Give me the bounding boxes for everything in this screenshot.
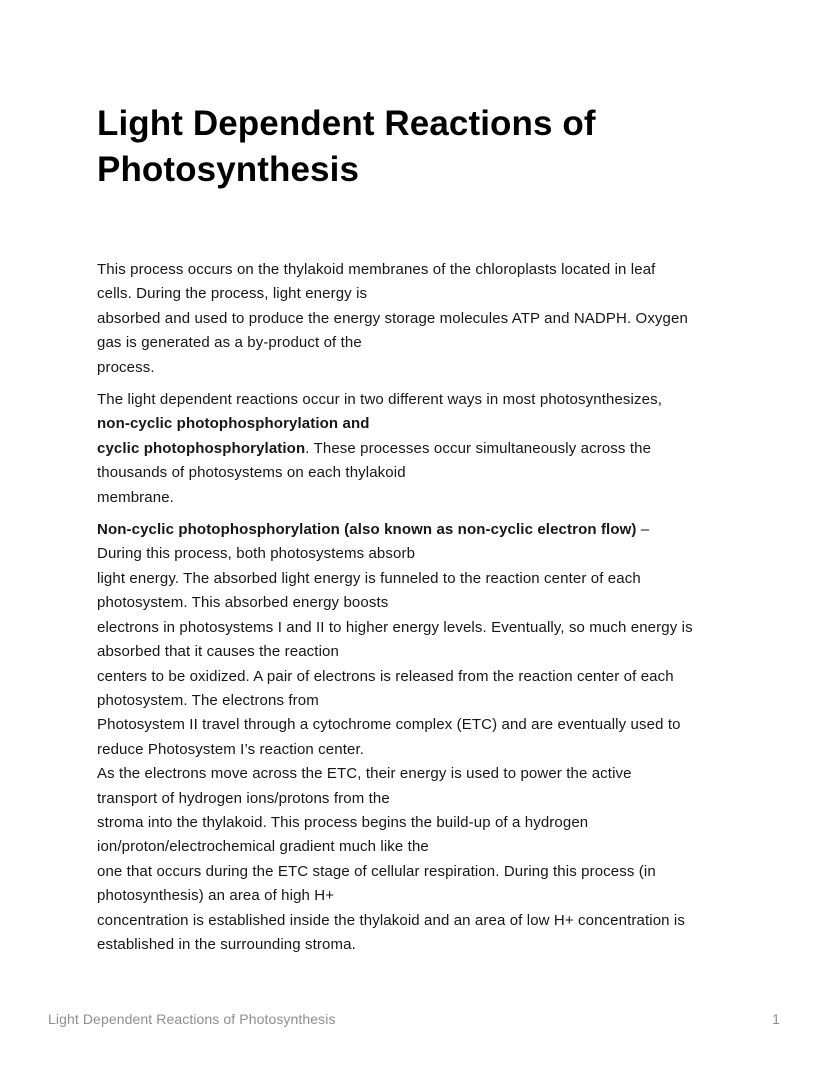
text-line: [97, 412, 777, 436]
text-segment: –: [636, 521, 650, 539]
text-segment: electrons in photosystems I and II to higher energy levels. Eventually, so much energy is: [97, 618, 693, 636]
text-line: [97, 461, 777, 485]
text-line: [97, 738, 777, 762]
text-segment: cells. During the process, light energy is: [97, 285, 368, 303]
text-line: [97, 591, 777, 615]
text-line: [97, 388, 777, 412]
text-line: [97, 307, 777, 331]
document-body: [97, 258, 777, 965]
bold-text-segment: Non-cyclic photophosphorylation (also known as non-cyclic electron flow): [97, 521, 637, 539]
paragraph: [97, 518, 777, 957]
text-segment: photosystem. The electrons from: [97, 691, 319, 709]
document-title-line: Photosynthesis: [97, 150, 360, 189]
text-segment: Photosystem II travel through a cytochrome complex (ETC) and are eventually used to: [97, 716, 681, 734]
text-segment: thousands of photosystems on each thylakoid: [97, 464, 406, 482]
page-footer: [48, 1011, 780, 1028]
text-segment: photosynthesis) an area of high H+: [97, 887, 335, 905]
text-segment: This process occurs on the thylakoid membranes of the chloroplasts located in leaf: [97, 261, 656, 278]
text-segment: The light dependent reactions occur in two different ways in most photosynthesizes,: [97, 391, 662, 409]
text-line: [97, 542, 777, 566]
text-segment: As the electrons move across the ETC, their energy is used to power the active: [97, 765, 632, 783]
bold-text-segment: cyclic photophosphorylation: [97, 439, 306, 457]
text-line: [97, 933, 777, 957]
text-line: [97, 331, 777, 355]
text-segment: stroma into the thylakoid. This process begins the build-up of a hydrogen: [97, 813, 589, 831]
text-segment: . These processes occur simultaneously across the: [305, 439, 652, 457]
text-segment: one that occurs during the ETC stage of cellular respiration. During this process (in: [97, 862, 656, 880]
text-segment: ion/proton/electrochemical gradient much like the: [97, 838, 429, 856]
text-segment: established in the surrounding stroma.: [97, 935, 356, 953]
text-line: [97, 665, 777, 689]
text-line: [97, 860, 777, 884]
text-segment: concentration is established inside the thylakoid and an area of low H+ concentration is: [97, 911, 685, 929]
text-segment: During this process, both photosystems absorb: [97, 545, 416, 563]
text-line: [97, 567, 777, 591]
document-title-line: Light Dependent Reactions of: [97, 104, 596, 143]
bold-text-segment: non-cyclic photophosphorylation and: [97, 415, 370, 433]
text-segment: absorbed and used to produce the energy storage molecules ATP and NADPH. Oxygen: [97, 309, 688, 327]
text-segment: reduce Photosystem I’s reaction center.: [97, 740, 365, 758]
text-line: [97, 713, 777, 737]
footer-doc-title: Light Dependent Reactions of Photosynthesis: [48, 1011, 336, 1027]
footer-page-number: 1: [772, 1011, 780, 1027]
text-line: [97, 437, 777, 461]
text-line: [97, 884, 777, 908]
text-line: [97, 258, 777, 282]
text-segment: absorbed that it causes the reaction: [97, 643, 339, 661]
text-line: [97, 356, 777, 380]
document-title: [97, 101, 596, 193]
text-line: [97, 689, 777, 713]
text-line: [97, 762, 777, 786]
text-line: [97, 835, 777, 859]
text-segment: transport of hydrogen ions/protons from the: [97, 789, 390, 807]
paragraph: [97, 258, 777, 380]
text-line: [97, 787, 777, 811]
text-line: [97, 640, 777, 664]
text-line: [97, 486, 777, 510]
text-segment: gas is generated as a by-product of the: [97, 334, 362, 352]
text-line: [97, 909, 777, 933]
text-segment: centers to be oxidized. A pair of electrons is released from the reaction center of each: [97, 667, 674, 685]
text-segment: process.: [97, 358, 155, 376]
text-line: [97, 616, 777, 640]
text-segment: photosystem. This absorbed energy boosts: [97, 594, 389, 612]
text-line: [97, 282, 777, 306]
text-line: [97, 518, 777, 542]
text-segment: light energy. The absorbed light energy is funneled to the reaction center of each: [97, 569, 641, 587]
text-segment: membrane.: [97, 488, 174, 506]
paragraph: [97, 388, 777, 510]
text-line: [97, 811, 777, 835]
